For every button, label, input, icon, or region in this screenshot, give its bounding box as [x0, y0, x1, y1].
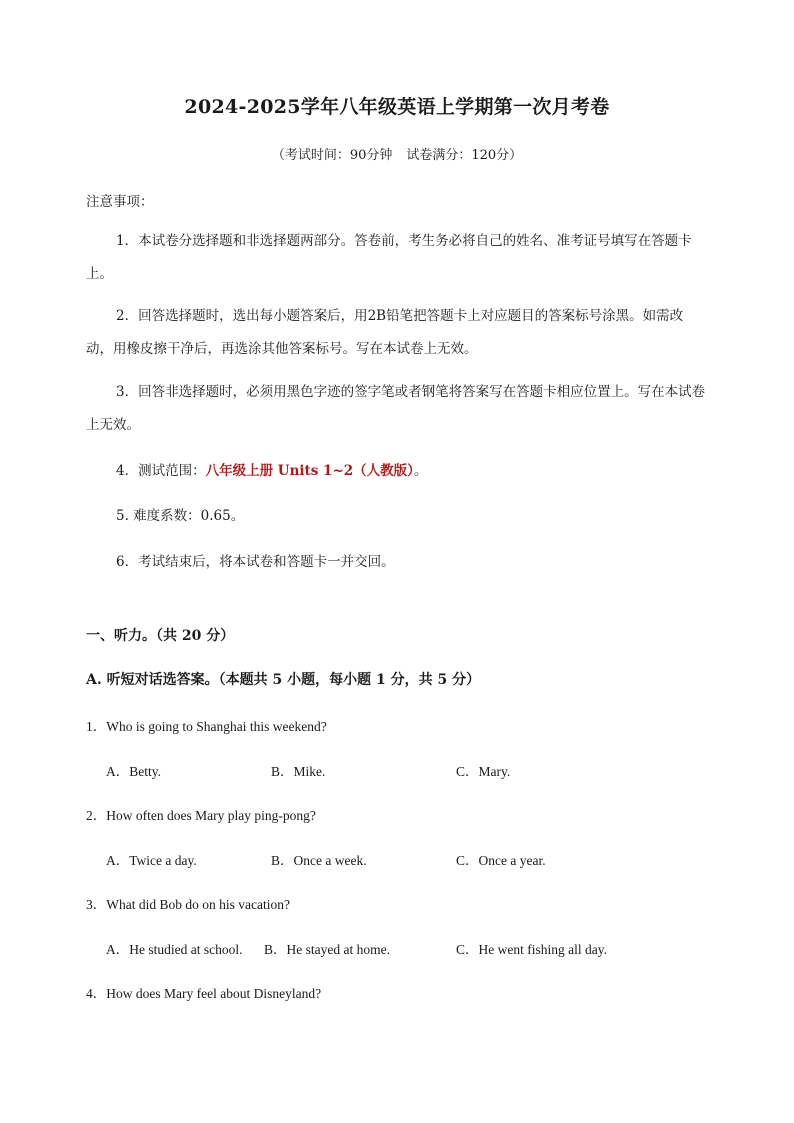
exam-time: （考试时间：90分钟 [271, 148, 393, 163]
notice-item-6: 6．考试结束后，将本试卷和答题卡一并交回。 [116, 554, 395, 570]
exam-info [0, 144, 794, 163]
question-4: 4．How does Mary feel about Disneyland? [86, 986, 322, 1001]
notice-item-5: 5. 难度系数：0.65。 [116, 508, 245, 524]
q1-option-c: C．Mary. [456, 764, 511, 779]
q2-option-a: A．Twice a day. [106, 853, 197, 868]
q1-option-b: B．Mike. [271, 764, 326, 779]
exam-title: 2024-2025学年八年级英语上学期第一次月考卷 [184, 96, 610, 118]
question-3: 3．What did Bob do on his vacation? [86, 897, 290, 912]
question-2: 2．How often does Mary play ping-pong? [86, 808, 316, 823]
section-heading-listening: 一、听力。（共 20 分） [86, 628, 235, 644]
notice-item-4-suffix: 。 [413, 463, 428, 479]
notice-heading: 注意事项： [86, 194, 154, 210]
q2-option-c: C．Once a year. [456, 853, 546, 868]
part-a-heading: A. 听短对话选答案。（本题共 5 小题，每小题 1 分，共 5 分） [86, 672, 481, 688]
notice-item-3: 3．回答非选择题时，必须用黑色字迹的签字笔或者钢笔将答案写在答题卡相应位置上。写在本试卷上无效。 [86, 384, 706, 433]
q3-option-a: A．He studied at school. [106, 942, 243, 957]
notice-item-4-prefix: 4．测试范围： [116, 463, 206, 479]
notice-item-1: 1．本试卷分选择题和非选择题两部分。答卷前，考生务必将自己的姓名、准考证号填写在答题卡上。 [86, 233, 692, 282]
notice-item-4 [116, 459, 427, 479]
question-1: 1．Who is going to Shanghai this weekend? [86, 719, 327, 734]
q3-option-b: B．He stayed at home. [264, 942, 390, 957]
q3-option-c: C．He went fishing all day. [456, 942, 607, 957]
notice-item-2: 2．回答选择题时，选出每小题答案后，用2B铅笔把答题卡上对应题目的答案标号涂黑。如需改动，用橡皮擦干净后，再选涂其他答案标号。写在本试卷上无效。 [86, 308, 684, 357]
test-scope: 八年级上册 Units 1~2（人教版） [205, 463, 414, 479]
q2-option-b: B．Once a week. [271, 853, 367, 868]
q1-option-a: A．Betty. [106, 764, 161, 779]
full-score: 试卷满分：120分） [406, 148, 523, 163]
